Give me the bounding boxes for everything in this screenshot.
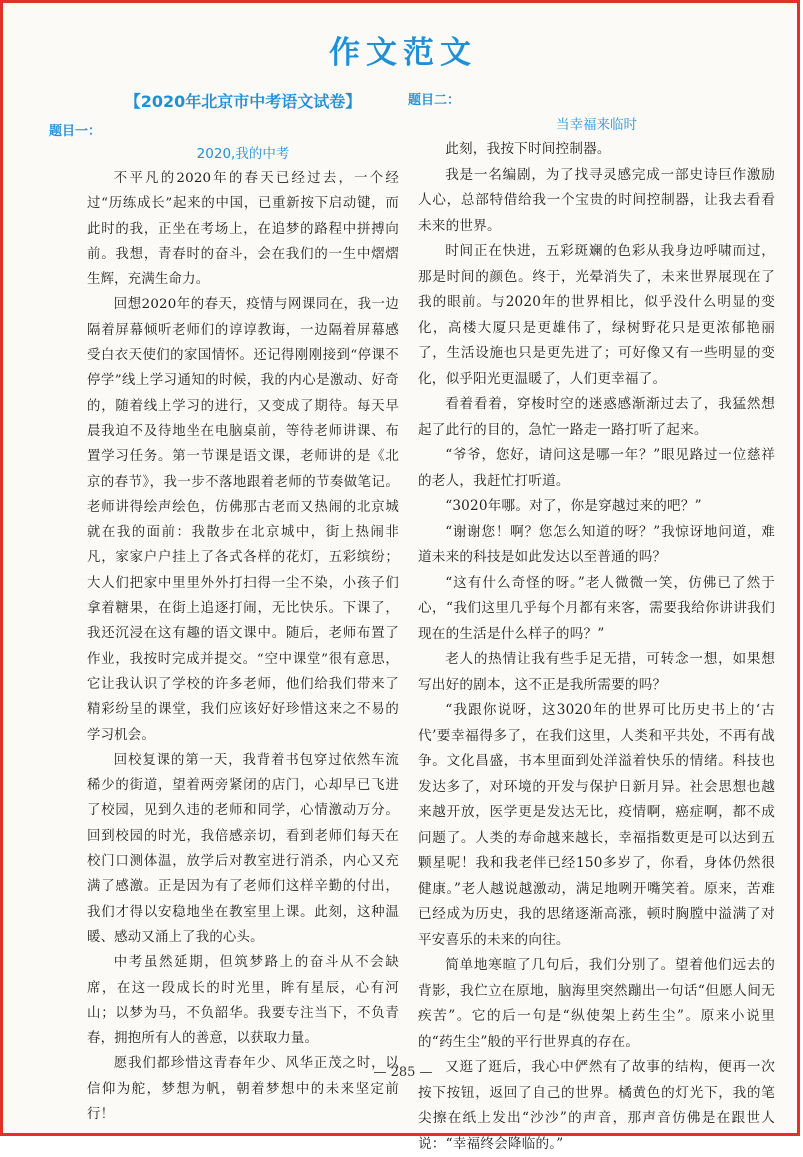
essay-two-paragraph: 我是一名编剧，为了找寻灵感完成一部史诗巨作激励人心，总部特借给我一个宝贵的时间控制器，让我去看看未来的世界。 <box>418 166 775 234</box>
page-title: 作文范文 <box>329 35 477 71</box>
essay-two-paragraph: “我跟你说呀，这3020年的世界可比历史书上的‘古代’要幸福得多了，在我们这里，人类和平共处，不再有战争。文化昌盛，书本里面到处洋溢着快乐的情绪。科技也发达多了，对环境的开发与保护日新月异。社会思想也越来越开放，医学更是发达无比，疫情啊，癌症啊，都不成问题了。人类的寿命越来越长，幸福指数更是可以达到五颗星呢！我和我老伴已经150多岁了，你看，身体仍然很健康。”老人越说越激动，满足地咧开嘴笑着。原来，苦难已经成为历史，我的思绪逐渐高涨，顿时胸膛中溢满了对平安喜乐的未来的向往。 <box>418 702 775 948</box>
essay-two-paragraph: 老人的热情让我有些手足无措，可转念一想，如果想写出好的剧本，这不正是我所需要的吗？ <box>418 651 775 693</box>
essay-two-paragraph: 简单地寒暄了几句后，我们分别了。望着他们远去的背影，我伫立在原地，脑海里突然蹦出一句话“但愿人间无疾苦”。它的后一句是“纵使架上药生尘”。原来小说里的“药生尘”般的平行世界真的存在。 <box>418 957 775 1050</box>
essay-one-paragraph: 中考虽然延期，但筑梦路上的奋斗从不会缺席，在这一段成长的时光里，眸有星辰，心有河山；以梦为马，不负韶华。我要专注当下，不负青春，拥抱所有人的善意，以获取力量。 <box>87 955 399 1047</box>
essay-two-title: 当幸福来临时 <box>556 117 637 133</box>
question-two-label: 题目二： <box>408 93 461 108</box>
essay-two-paragraph: “爷爷，您好，请问这是哪一年？”眼见路过一位慈祥的老人，我赶忙打听道。 <box>418 447 775 489</box>
page-number: — 285 — <box>373 1065 433 1080</box>
essay-one-paragraph: 愿我们都珍惜这青春年少、风华正茂之时，以信仰为舵，梦想为帆，朝着梦想中的未来坚定前行！ <box>87 1056 399 1122</box>
essay-two-paragraph: “谢谢您！啊？您怎么知道的呀？”我惊讶地问道，难道未来的科技是如此发达以至普通的吗？ <box>418 523 775 565</box>
right-column <box>408 89 775 1152</box>
question-one-label: 题目一： <box>49 124 102 139</box>
left-column <box>49 89 399 1122</box>
essay-two-paragraph: 时间正在快进，五彩斑斓的色彩从我身边呼啸而过，那是时间的颜色。终于，光晕消失了，未来世界展现在了我的眼前。与2020年的世界相比，似乎没什么明显的变化，高楼大厦只是更雄伟了，绿树野花只是更浓郁艳丽了，生活设施也只是更先进了；可好像又有一些明显的变化，似乎阳光更温暖了，人们更幸福了。 <box>418 243 775 387</box>
essay-two-paragraph: 此刻，我按下时间控制器。 <box>445 141 611 157</box>
exam-title: 【2020年北京市中考语文试卷】 <box>124 92 362 111</box>
essay-two-paragraph: 又逛了逛后，我心中俨然有了故事的结构，便再一次按下按钮，返回了自己的世界。橘黄色的灯光下，我的笔尖擦在纸上发出“沙沙”的声音，那声音仿佛是在跟世人说：“幸福终会降临的。” <box>418 1059 775 1152</box>
essay-two-paragraph: “这有什么奇怪的呀。”老人微微一笑，仿佛已了然于心，“我们这里几乎每个月都有来客，需要我给你讲讲我们现在的生活是什么样子的吗？” <box>418 574 775 642</box>
essay-one-paragraph: 回想2020年的春天，疫情与网课同在，我一边隔着屏幕倾听老师们的谆谆教诲，一边隔着屏幕感受白衣天使们的家国情怀。还记得刚刚接到“停课不停学”线上学习通知的时候，我的内心是激动、好奇的，随着线上学习的进行，又变成了期待。每天早晨我迫不及待地坐在电脑桌前，等待老师讲课、布置学习任务。第一节课是语文课，老师讲的是《北京的春节》，我一步不落地跟着老师的节奏做笔记。老师讲得绘声绘色，仿佛那古老而又热闹的北京城就在我的面前：我散步在北京城中，街上热闹非凡，家家户户挂上了各式各样的花灯，五彩缤纷；大人们把家中里里外外打扫得一尘不染，小孩子们拿着糖果，在街上追逐打闹，无比快乐。下课了，我还沉浸在这有趣的语文课中。随后，老师布置了作业，我按时完成并提交。“空中课堂”很有意思，它让我认识了学校的许多老师，他们给我们带来了精彩纷呈的课堂，我们应该好好珍惜这来之不易的学习机会。 <box>87 297 399 743</box>
essay-one-title: 2020,我的中考 <box>196 146 290 162</box>
essay-one-paragraph: 不平凡的2020年的春天已经过去，一个经过“历练成长”起来的中国，已重新按下启动键，而此时的我，正坐在考场上，在追梦的路程中拼搏向前。我想，青春时的奋斗，会在我们的一生中熠熠生辉，充满生命力。 <box>87 171 399 288</box>
essay-two-paragraph: 看着看着，穿梭时空的迷惑感渐渐过去了，我猛然想起了此行的目的，急忙一路走一路打听了起来。 <box>418 396 775 438</box>
essay-two-paragraph: “3020年哪。对了，你是穿越过来的吧？” <box>445 498 702 514</box>
essay-one-paragraph: 回校复课的第一天，我背着书包穿过依然车流稀少的街道，望着两旁紧闭的店门，心却早已飞进了校园，见到久违的老师和同学，心情激动万分。回到校园的时光，我倍感亲切，看到老师们每天在校门口测体温，放学后对教室进行消杀，内心又充满了感激。正是因为有了老师们这样辛勤的付出，我们才得以安稳地坐在教室里上课。此刻，这种温暖、感动又涌上了我的心头。 <box>87 752 399 945</box>
